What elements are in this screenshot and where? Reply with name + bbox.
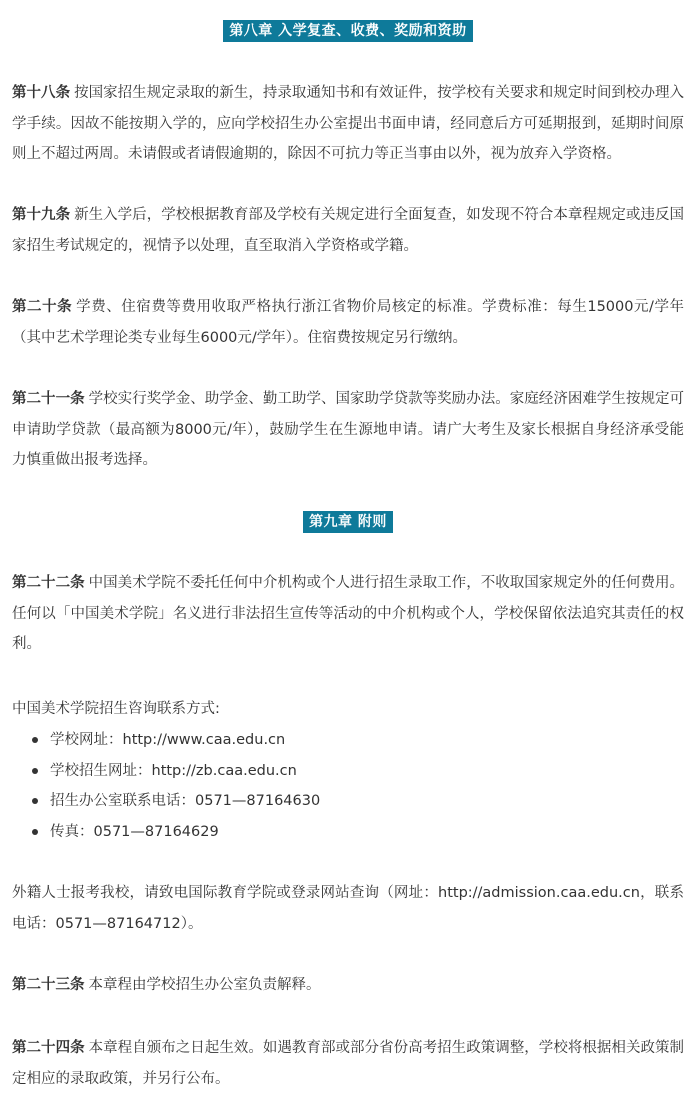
bullet-dot-icon [32, 737, 38, 743]
article-18 [12, 78, 684, 170]
foreign-applicants-note: 外籍人士报考我校，请致电国际教育学院或登录网站查询（网址：http://admission.caa.edu.cn，联系电话：0571—87164712）。 [12, 885, 684, 932]
article-21 [12, 384, 684, 476]
article-22-text: 中国美术学院不委托任何中介机构或个人进行招生录取工作，不收取国家规定外的任何费用。任何以「中国美术学院」名义进行非法招生宣传等活动的中介机构或个人，学校保留依法追究其责任的权利。 [12, 575, 685, 652]
article-23-label: 第二十三条 [12, 977, 85, 993]
article-20 [12, 292, 684, 353]
article-18-text: 按国家招生规定录取的新生，持录取通知书和有效证件，按学校有关要求和规定时间到校办理入学手续。因故不能按期入学的，应向学校招生办公室提出书面申请，经同意后方可延期报到，延期时间原则上不超过两周。未请假或者请假逾期的，除因不可抗力等正当事由以外，视为放弃入学资格。 [12, 85, 685, 162]
chapter-8-heading [0, 20, 696, 42]
bullet-dot-icon [32, 798, 38, 804]
article-20-text: 学费、住宿费等费用收取严格执行浙江省物价局核定的标准。学费标准：每生15000元/学年（其中艺术学理论类专业每生6000元/学年）。住宿费按规定另行缴纳。 [12, 299, 685, 346]
contact-heading: 中国美术学院招生咨询联系方式: [12, 701, 220, 717]
article-24-label: 第二十四条 [12, 1040, 85, 1056]
article-24-text: 本章程自颁布之日起生效。如遇教育部或部分省份高考招生政策调整，学校将根据相关政策制定相应的录取政策，并另行公布。 [12, 1040, 685, 1087]
chapter-8-title: 第八章 入学复查、收费、奖励和资助 [223, 20, 472, 42]
contact-website: 学校网址：http://www.caa.edu.cn [50, 732, 286, 748]
article-19-text: 新生入学后，学校根据教育部及学校有关规定进行全面复查，如发现不符合本章程规定或违反国家招生考试规定的，视情予以处理，直至取消入学资格或学籍。 [12, 207, 685, 254]
contact-admission-website: 学校招生网址：http://zb.caa.edu.cn [50, 762, 297, 779]
contact-phone: 招生办公室联系电话：0571—87164630 [50, 793, 321, 809]
article-21-text: 学校实行奖学金、助学金、勤工助学、国家助学贷款等奖励办法。家庭经济困难学生按规定可申请助学贷款（最高额为8000元/年），鼓励学生在生源地申请。请广大考生及家长根据自身经济承受能力慎重做出报考选择。 [12, 391, 685, 468]
article-24 [12, 1033, 684, 1094]
chapter-9-title: 第九章 附则 [303, 511, 393, 533]
contact-item [28, 817, 320, 848]
contact-fax: 传真：0571—87164629 [50, 823, 219, 840]
chapter-9-heading [0, 511, 696, 533]
article-23 [12, 970, 684, 1001]
article-19-label: 第十九条 [12, 207, 71, 223]
contact-item [28, 756, 320, 787]
article-18-label: 第十八条 [12, 85, 71, 101]
bullet-dot-icon [32, 829, 38, 835]
article-22-label: 第二十二条 [12, 575, 85, 591]
bullet-dot-icon [32, 768, 38, 774]
contact-list [28, 725, 320, 847]
contact-item [28, 786, 320, 817]
article-23-text: 本章程由学校招生办公室负责解释。 [88, 977, 321, 993]
article-22 [12, 568, 684, 660]
article-19 [12, 200, 684, 261]
article-21-label: 第二十一条 [12, 391, 85, 407]
contact-item [28, 725, 320, 756]
article-20-label: 第二十条 [12, 299, 73, 315]
